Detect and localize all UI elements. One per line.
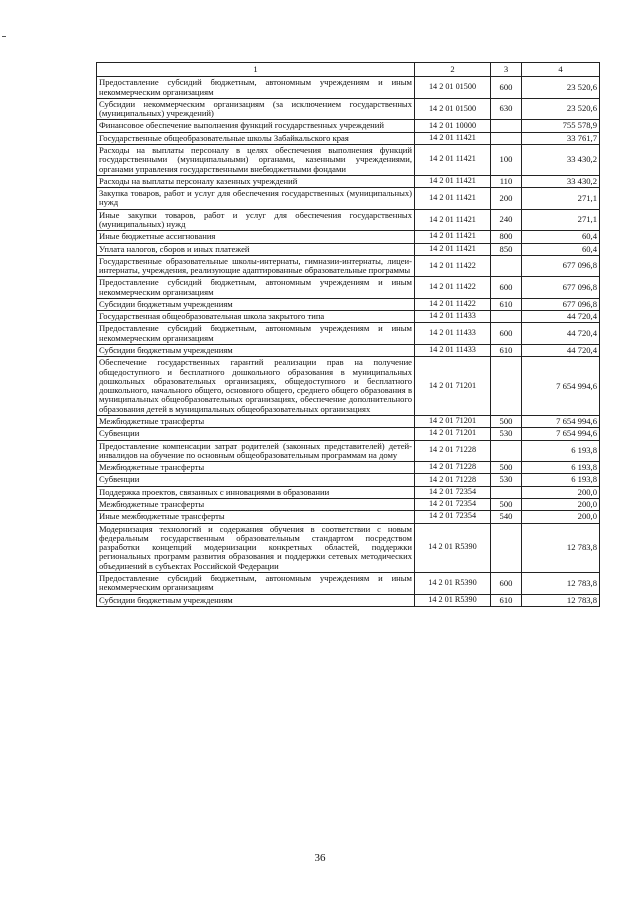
row-code-cell: 14 2 01 01500 — [415, 98, 491, 120]
row-name-cell: Предоставление субсидий бюджетным, автономным учреждениям и иным некоммерческим организациям — [97, 572, 415, 594]
row-code-cell: 14 2 01 11421 — [415, 243, 491, 255]
table-row — [97, 132, 600, 144]
table-row — [97, 474, 600, 486]
row-name-cell: Уплата налогов, сборов и иных платежей — [97, 243, 415, 255]
row-code-cell: 14 2 01 11422 — [415, 277, 491, 299]
row-code-cell: 14 2 01 11421 — [415, 188, 491, 210]
row-expense-type-cell — [491, 523, 522, 572]
row-name-cell: Субсидии некоммерческим организациям (за исключением государственных (муниципальных) учреждений) — [97, 98, 415, 120]
table-row — [97, 144, 600, 175]
row-sum-cell: 271,1 — [522, 209, 600, 231]
row-expense-type-cell: 500 — [491, 462, 522, 474]
table-row — [97, 594, 600, 606]
row-code-cell: 14 2 01 R5390 — [415, 594, 491, 606]
row-sum-cell: 7 654 994,6 — [522, 428, 600, 440]
row-sum-cell: 33 761,7 — [522, 132, 600, 144]
row-expense-type-cell: 530 — [491, 474, 522, 486]
table-row — [97, 311, 600, 323]
header-row — [97, 63, 600, 77]
table-row — [97, 523, 600, 572]
table-row — [97, 298, 600, 310]
row-code-cell: 14 2 01 72354 — [415, 511, 491, 523]
row-sum-cell: 7 654 994,6 — [522, 416, 600, 428]
row-name-cell: Предоставление субсидий бюджетным, автономным учреждениям и иным некоммерческим организациям — [97, 77, 415, 99]
row-name-cell: Иные межбюджетные трансферты — [97, 511, 415, 523]
row-expense-type-cell: 800 — [491, 231, 522, 243]
row-expense-type-cell: 240 — [491, 209, 522, 231]
row-name-cell: Межбюджетные трансферты — [97, 498, 415, 510]
row-code-cell: 14 2 01 11433 — [415, 311, 491, 323]
row-sum-cell: 44 720,4 — [522, 323, 600, 345]
row-name-cell: Государственная общеобразовательная школа закрытого типа — [97, 311, 415, 323]
row-expense-type-cell: 600 — [491, 323, 522, 345]
row-code-cell: 14 2 01 71201 — [415, 416, 491, 428]
table-row — [97, 255, 600, 277]
row-expense-type-cell: 500 — [491, 416, 522, 428]
row-sum-cell: 755 578,9 — [522, 120, 600, 132]
row-code-cell: 14 2 01 72354 — [415, 486, 491, 498]
row-sum-cell: 23 520,6 — [522, 98, 600, 120]
table-row — [97, 428, 600, 440]
row-expense-type-cell — [491, 440, 522, 462]
row-expense-type-cell: 500 — [491, 498, 522, 510]
row-sum-cell: 6 193,8 — [522, 474, 600, 486]
row-sum-cell: 6 193,8 — [522, 440, 600, 462]
row-name-cell: Предоставление субсидий бюджетным, автономным учреждениям и иным некоммерческим организациям — [97, 277, 415, 299]
table-row — [97, 357, 600, 416]
row-name-cell: Межбюджетные трансферты — [97, 416, 415, 428]
row-expense-type-cell — [491, 120, 522, 132]
row-expense-type-cell — [491, 311, 522, 323]
row-sum-cell: 677 096,8 — [522, 255, 600, 277]
table-row — [97, 323, 600, 345]
row-expense-type-cell: 600 — [491, 77, 522, 99]
row-name-cell: Субвенции — [97, 474, 415, 486]
row-code-cell: 14 2 01 R5390 — [415, 523, 491, 572]
row-name-cell: Поддержка проектов, связанных с инновациями в образовании — [97, 486, 415, 498]
row-code-cell: 14 2 01 71228 — [415, 462, 491, 474]
row-code-cell: 14 2 01 71228 — [415, 440, 491, 462]
table-row — [97, 345, 600, 357]
row-name-cell: Субсидии бюджетным учреждениям — [97, 594, 415, 606]
table-row — [97, 462, 600, 474]
table-row — [97, 98, 600, 120]
row-expense-type-cell: 200 — [491, 188, 522, 210]
row-name-cell: Иные бюджетные ассигнования — [97, 231, 415, 243]
row-code-cell: 14 2 01 71201 — [415, 428, 491, 440]
table-body — [97, 77, 600, 607]
table-row — [97, 120, 600, 132]
row-expense-type-cell — [491, 132, 522, 144]
row-sum-cell: 7 654 994,6 — [522, 357, 600, 416]
row-sum-cell: 60,4 — [522, 231, 600, 243]
row-code-cell: 14 2 01 10000 — [415, 120, 491, 132]
row-sum-cell: 33 430,2 — [522, 144, 600, 175]
row-name-cell: Государственные образовательные школы-интернаты, гимназии-интернаты, лицеи-интернаты, учреждения, реализующие адаптированные образовательные программы — [97, 255, 415, 277]
row-name-cell: Модернизация технологий и содержания обучения в соответствии с новым федеральным государственным образовательным стандартом посредством разработки концепций модернизации конкретных областей, поддержки региональных программ развития образования и поддержки сетевых методических объединений в субъектах Российской Федерации — [97, 523, 415, 572]
header-col-3: 3 — [491, 63, 522, 77]
row-name-cell: Финансовое обеспечение выполнения функций государственных учреждений — [97, 120, 415, 132]
row-code-cell: 14 2 01 11421 — [415, 175, 491, 187]
row-name-cell: Субвенции — [97, 428, 415, 440]
header-col-1: 1 — [97, 63, 415, 77]
table-row — [97, 498, 600, 510]
row-sum-cell: 677 096,8 — [522, 298, 600, 310]
row-name-cell: Предоставление компенсации затрат родителей (законных представителей) детей-инвалидов на обучение по основным общеобразовательным программам на дому — [97, 440, 415, 462]
row-sum-cell: 200,0 — [522, 486, 600, 498]
row-sum-cell: 12 783,8 — [522, 594, 600, 606]
row-expense-type-cell: 530 — [491, 428, 522, 440]
row-sum-cell: 44 720,4 — [522, 345, 600, 357]
table-row — [97, 243, 600, 255]
row-code-cell: 14 2 01 11421 — [415, 231, 491, 243]
row-expense-type-cell: 110 — [491, 175, 522, 187]
table-row — [97, 486, 600, 498]
row-code-cell: 14 2 01 71201 — [415, 357, 491, 416]
row-expense-type-cell: 100 — [491, 144, 522, 175]
row-code-cell: 14 2 01 11422 — [415, 298, 491, 310]
row-expense-type-cell: 610 — [491, 345, 522, 357]
row-expense-type-cell: 600 — [491, 277, 522, 299]
header-col-4: 4 — [522, 63, 600, 77]
row-code-cell: 14 2 01 11433 — [415, 345, 491, 357]
row-name-cell: Обеспечение государственных гарантий реализации прав на получение общедоступного и бесплатного дошкольного образования в муниципальных дошкольных образовательных организациях, общедоступного и бесплатного дошкольного, начального общего, основного общего, среднего общего образования в муниципальных общеобразовательных организациях, обеспечение дополнительного образования детей в муниципальных общеобразовательных организациях — [97, 357, 415, 416]
table-row — [97, 209, 600, 231]
row-name-cell: Субсидии бюджетным учреждениям — [97, 298, 415, 310]
row-sum-cell: 6 193,8 — [522, 462, 600, 474]
row-sum-cell: 200,0 — [522, 511, 600, 523]
row-sum-cell: 12 783,8 — [522, 572, 600, 594]
scan-mark — [2, 36, 6, 37]
row-code-cell: 14 2 01 11433 — [415, 323, 491, 345]
row-expense-type-cell — [491, 357, 522, 416]
row-code-cell: 14 2 01 01500 — [415, 77, 491, 99]
row-sum-cell: 60,4 — [522, 243, 600, 255]
row-sum-cell: 200,0 — [522, 498, 600, 510]
row-expense-type-cell — [491, 486, 522, 498]
row-name-cell: Межбюджетные трансферты — [97, 462, 415, 474]
page-number: 36 — [314, 852, 326, 864]
row-sum-cell: 12 783,8 — [522, 523, 600, 572]
row-expense-type-cell: 610 — [491, 594, 522, 606]
table-row — [97, 77, 600, 99]
row-expense-type-cell: 600 — [491, 572, 522, 594]
table-row — [97, 511, 600, 523]
row-sum-cell: 33 430,2 — [522, 175, 600, 187]
row-sum-cell: 677 096,8 — [522, 277, 600, 299]
row-code-cell: 14 2 01 72354 — [415, 498, 491, 510]
row-name-cell: Расходы на выплаты персоналу в целях обеспечения выполнения функций государственными (муниципальными) органами, казенными учреждениями, органами управления государственными внебюджетными фондами — [97, 144, 415, 175]
row-name-cell: Закупка товаров, работ и услуг для обеспечения государственных (муниципальных) нужд — [97, 188, 415, 210]
row-expense-type-cell: 630 — [491, 98, 522, 120]
row-sum-cell: 23 520,6 — [522, 77, 600, 99]
row-name-cell: Расходы на выплаты персоналу казенных учреждений — [97, 175, 415, 187]
row-expense-type-cell: 540 — [491, 511, 522, 523]
row-expense-type-cell — [491, 255, 522, 277]
row-sum-cell: 44 720,4 — [522, 311, 600, 323]
budget-table — [96, 62, 600, 607]
table-row — [97, 440, 600, 462]
row-expense-type-cell: 610 — [491, 298, 522, 310]
row-code-cell: 14 2 01 11421 — [415, 132, 491, 144]
row-name-cell: Государственные общеобразовательные школы Забайкальского края — [97, 132, 415, 144]
row-name-cell: Субсидии бюджетным учреждениям — [97, 345, 415, 357]
table-row — [97, 572, 600, 594]
row-code-cell: 14 2 01 71228 — [415, 474, 491, 486]
row-code-cell: 14 2 01 11422 — [415, 255, 491, 277]
row-code-cell: 14 2 01 11421 — [415, 209, 491, 231]
table-row — [97, 277, 600, 299]
row-sum-cell: 271,1 — [522, 188, 600, 210]
table-row — [97, 188, 600, 210]
row-name-cell: Предоставление субсидий бюджетным, автономным учреждениям и иным некоммерческим организациям — [97, 323, 415, 345]
table-row — [97, 231, 600, 243]
row-expense-type-cell: 850 — [491, 243, 522, 255]
table-row — [97, 416, 600, 428]
header-col-2: 2 — [415, 63, 491, 77]
table-row — [97, 175, 600, 187]
row-code-cell: 14 2 01 11421 — [415, 144, 491, 175]
row-name-cell: Иные закупки товаров, работ и услуг для обеспечения государственных (муниципальных) нужд — [97, 209, 415, 231]
row-code-cell: 14 2 01 R5390 — [415, 572, 491, 594]
